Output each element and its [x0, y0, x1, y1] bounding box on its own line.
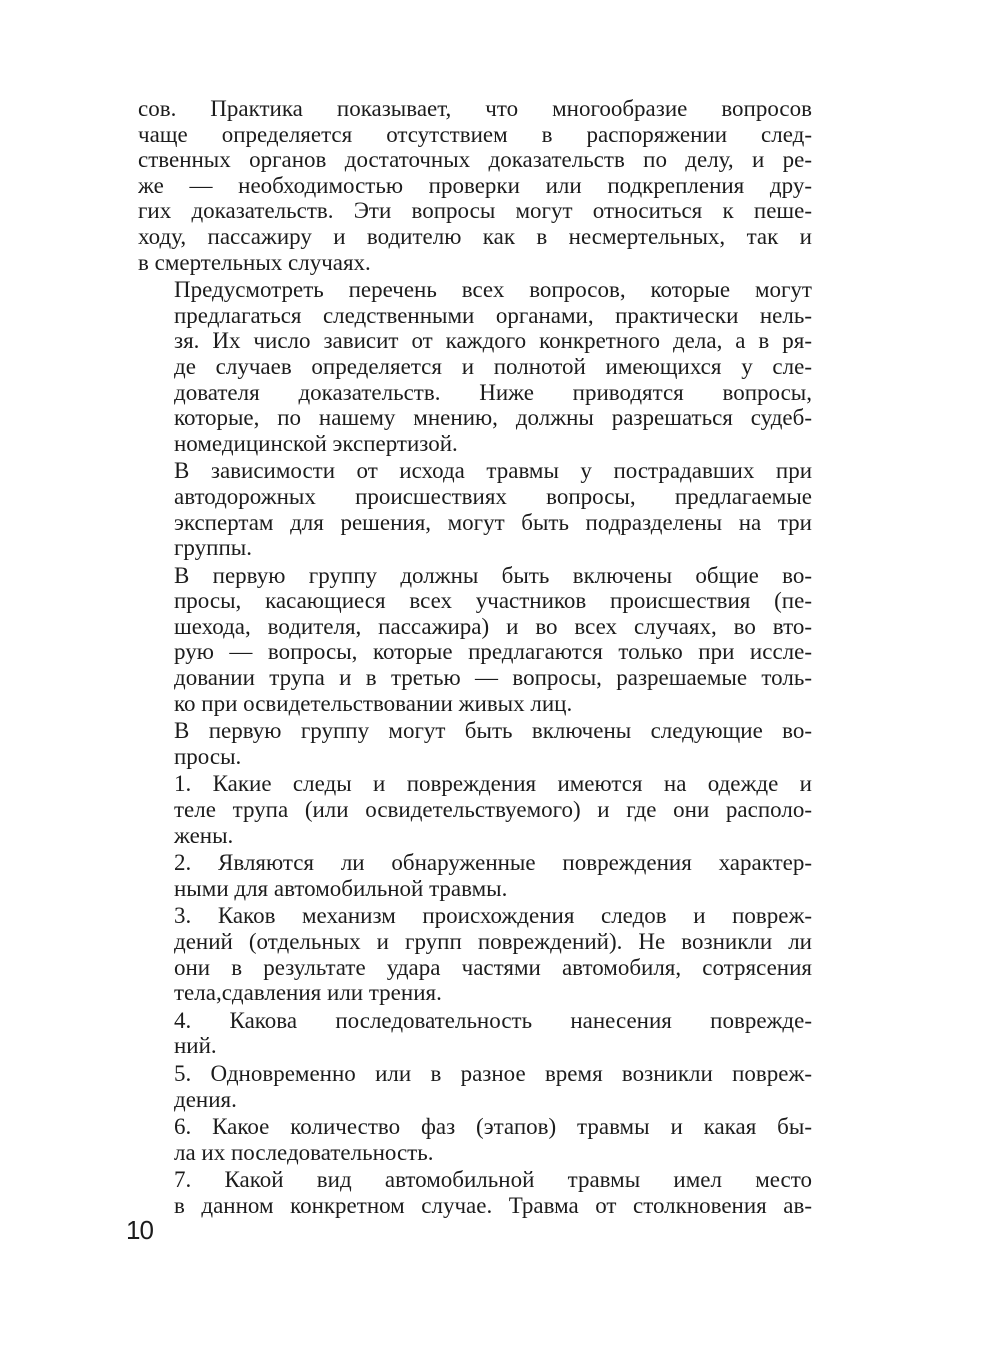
paragraph — [138, 903, 812, 1005]
paragraph — [138, 563, 812, 717]
text-line: ний. — [174, 1033, 217, 1059]
paragraph — [138, 96, 812, 275]
text-line: В первую группу могут быть включены следующие во- — [174, 718, 812, 744]
text-line: жены. — [174, 822, 234, 848]
text-line: ко при освидетельствовании живых лиц. — [174, 690, 573, 716]
text-line: которые, по нашему мнению, должны разрешаться судеб- — [174, 405, 812, 431]
text-line: автодорожных происшествиях вопросы, предлагаемые — [174, 483, 812, 509]
paragraph — [138, 850, 812, 901]
text-line: 4. Какова последовательность нанесения поврежде- — [174, 1007, 812, 1033]
text-line: теле трупа (или освидетельствуемого) и где они располо- — [174, 797, 812, 823]
text-line: 5. Одновременно или в разное время возникли повреж- — [174, 1060, 812, 1086]
text-line: ными для автомобильной травмы. — [174, 875, 508, 901]
paragraph — [138, 1061, 812, 1112]
text-line: группы. — [174, 535, 252, 561]
text-line: де случаев определяется и полнотой имеющихся у сле- — [174, 353, 812, 379]
paragraph — [138, 458, 812, 560]
text-line: Предусмотреть перечень всех вопросов, которые могут — [174, 277, 812, 303]
text-line: ственных органов достаточных доказательств по делу, и ре- — [138, 147, 812, 173]
text-line: экспертам для решения, могут быть подразделены на три — [174, 509, 812, 535]
text-line: 2. Являются ли обнаруженные повреждения характер- — [174, 850, 812, 876]
text-line: номедицинской экспертизой. — [174, 430, 458, 456]
text-line: просы, касающиеся всех участников происшествия (пе- — [174, 588, 812, 614]
text-line: ходу, пассажиру и водителю как в несмертельных, так и — [138, 223, 812, 249]
text-line: 1. Какие следы и повреждения имеются на одежде и — [174, 771, 812, 797]
text-line: предлагаться следственными органами, практически нель- — [174, 302, 812, 328]
text-line: чаще определяется отсутствием в распоряжении след- — [138, 121, 812, 147]
page-number: 10 — [126, 1215, 153, 1245]
paragraph — [138, 771, 812, 848]
text-line: рую — вопросы, которые предлагаются только при иссле- — [174, 639, 812, 665]
text-line: дений (отдельных и групп повреждений). Не возникли ли — [174, 929, 812, 954]
text-line: В первую группу должны быть включены общие во- — [174, 562, 812, 588]
text-line: 3. Каков механизм происхождения следов и повреж- — [174, 903, 812, 929]
text-line: тела,сдавления или трения. — [174, 980, 442, 1006]
paragraph — [138, 1167, 812, 1218]
text-line: 6. Какое количество фаз (этапов) травмы и какая бы- — [174, 1114, 812, 1140]
text-line: сов. Практика показывает, что многообразие вопросов — [138, 96, 812, 121]
text-line: они в результате удара частями автомобиля, сотрясения — [174, 954, 812, 980]
text-line: дения. — [174, 1086, 237, 1112]
text-line: в смертельных случаях. — [138, 249, 371, 275]
text-line: В зависимости от исхода травмы у пострадавших при — [174, 458, 812, 484]
text-line: довании трупа и в третью — вопросы, разрешаемые толь- — [174, 665, 812, 691]
paragraph — [138, 718, 812, 769]
text-line: зя. Их число зависит от каждого конкретного дела, а в ря- — [174, 328, 812, 354]
page-body — [138, 96, 812, 1219]
text-line: дователя доказательств. Ниже приводятся вопросы, — [174, 379, 812, 405]
text-line: в данном конкретном случае. Травма от столкновения ав- — [174, 1192, 812, 1218]
text-line: гих доказательств. Эти вопросы могут относиться к пеше- — [138, 198, 812, 224]
paragraph — [138, 277, 812, 456]
text-line: ла их последовательность. — [174, 1139, 434, 1165]
paragraph — [138, 1008, 812, 1059]
text-line: 7. Какой вид автомобильной травмы имел место — [174, 1167, 812, 1193]
paragraph — [138, 1114, 812, 1165]
text-line: же — необходимостью проверки или подкрепления дру- — [138, 172, 812, 198]
text-line: шехода, водителя, пассажира) и во всех случаях, во вто- — [174, 613, 812, 639]
text-line: просы. — [174, 743, 242, 769]
